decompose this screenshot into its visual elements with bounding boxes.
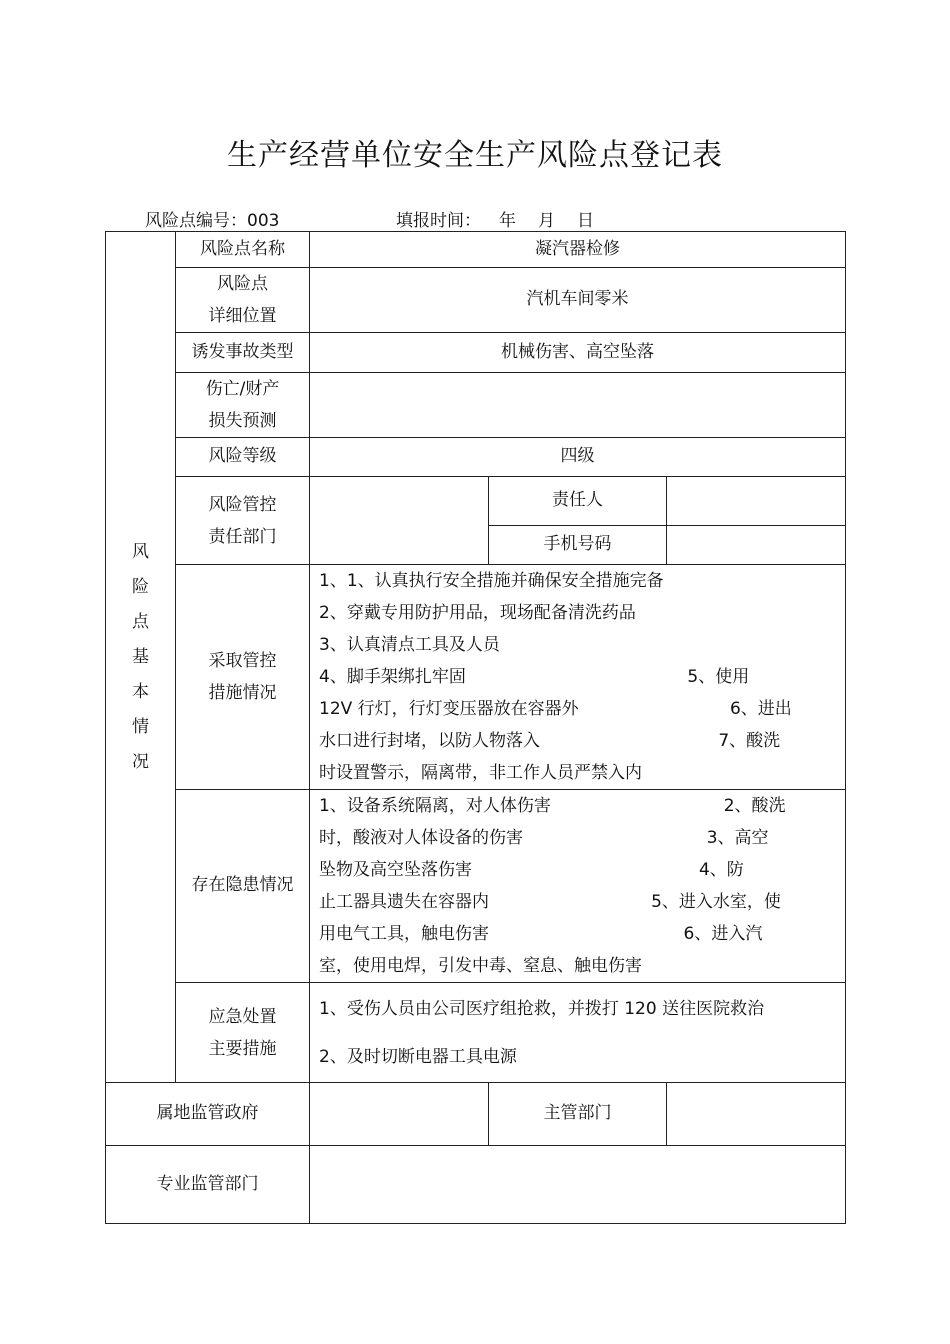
emergency-label: 应急处置 主要措施 [176,983,310,1083]
dept-value [310,477,489,565]
hazard-label: 存在隐患情况 [176,790,310,983]
risk-register-table [105,231,846,1224]
page-title: 生产经营单位安全生产风险点登记表 [227,138,723,173]
emergency-line: 2、及时切断电器工具电源 [319,1046,517,1067]
code-value: 003 [247,211,280,231]
loss-value [310,373,846,438]
code-label: 风险点编号： [145,211,247,231]
measures-line: 时设置警示，隔离带，非工作人员严禁入内 [319,763,642,783]
row-hazards [106,790,846,983]
accident-value: 机械伤害、高空坠落 [310,333,846,373]
hazard-line: 坠物及高空坠落伤害 4、防 [319,860,744,880]
row-accident [106,333,846,373]
gov-value [310,1083,489,1146]
phone-value [667,526,846,565]
row-gov [106,1083,846,1146]
location-label: 风险点 详细位置 [176,268,310,333]
row-dept-top [106,477,846,526]
row-location [106,268,846,333]
responsible-value [667,477,846,526]
measures-label: 采取管控 措施情况 [176,565,310,790]
fill-time [396,206,594,231]
hazard-value [310,790,846,983]
competent-label: 主管部门 [489,1083,667,1146]
location-value: 汽机车间零米 [310,268,846,333]
accident-label: 诱发事故类型 [176,333,310,373]
hazard-line: 1、设备系统隔离，对人体伤害 2、酸洗 [319,796,786,816]
measures-line: 1、1、认真执行安全措施并确保安全措施完备 [319,571,664,591]
risk-point-code [145,206,279,231]
row-measures [106,565,846,790]
day-label: 日 [577,211,594,231]
measures-line: 2、穿戴专用防护用品，现场配备清洗药品 [319,603,636,623]
time-label: 填报时间： [396,211,481,231]
measures-line: 3、认真清点工具及人员 [319,635,500,655]
phone-label: 手机号码 [489,526,667,565]
row-loss [106,373,846,438]
row-level [106,438,846,477]
loss-label: 伤亡/财产 损失预测 [176,373,310,438]
hazard-line: 止工器具遗失在容器内 5、进入水室，使 [319,892,781,912]
professional-value [310,1146,846,1224]
hazard-line: 室，使用电焊，引发中毒、窒息、触电伤害 [319,956,642,976]
dept-label: 风险管控 责任部门 [176,477,310,565]
level-value: 四级 [310,438,846,477]
measures-line: 水口进行封堵，以防人物落入 7、酸洗 [319,731,781,751]
row-name [106,232,846,268]
name-label: 风险点名称 [176,232,310,268]
competent-value [667,1083,846,1146]
row-professional [106,1146,846,1224]
measures-line: 4、脚手架绑扎牢固 5、使用 [319,667,750,687]
emergency-line: 1、受伤人员由公司医疗组抢救，并拨打 120 送往医院救治 [319,998,765,1019]
gov-label: 属地监管政府 [106,1083,310,1146]
row-emergency [106,983,846,1083]
name-value: 凝汽器检修 [310,232,846,268]
year-label: 年 [499,211,516,231]
professional-label: 专业监管部门 [106,1146,310,1224]
hazard-line: 时，酸液对人体设备的伤害 3、高空 [319,828,769,848]
emergency-value [310,983,846,1083]
measures-line: 12V 行灯，行灯变压器放在容器外 6、进出 [319,699,792,719]
month-label: 月 [538,211,555,231]
measures-value [310,565,846,790]
hazard-line: 用电气工具，触电伤害 6、进入汽 [319,924,763,944]
responsible-label: 责任人 [489,477,667,526]
section-label: 风 险 点 基 本 情 况 [106,232,176,1083]
level-label: 风险等级 [176,438,310,477]
